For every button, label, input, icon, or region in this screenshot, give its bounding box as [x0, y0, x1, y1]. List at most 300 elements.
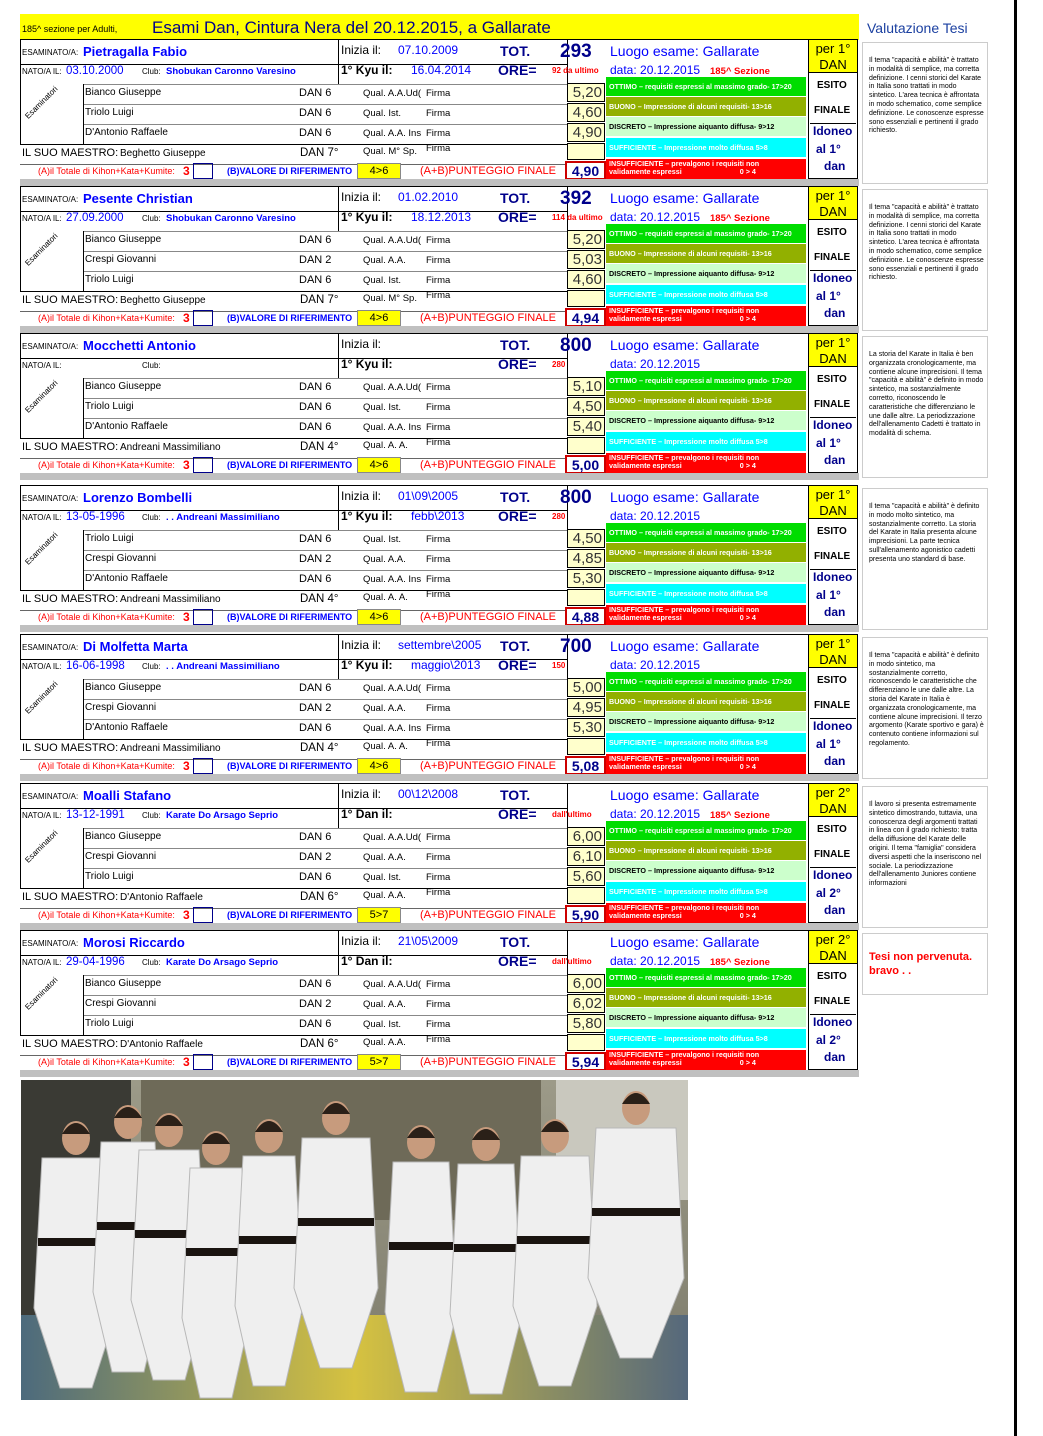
result-3: dan: [824, 605, 846, 619]
exam-card: [20, 783, 859, 930]
firma-label: Firma: [426, 402, 451, 413]
maestro-qual: Qual. M° Sp.: [363, 146, 417, 157]
examiner-dan: DAN 6: [299, 421, 332, 433]
result-3: dan: [824, 306, 846, 320]
result-2: al 1°: [816, 737, 841, 751]
dan-level: per 1°: [815, 636, 851, 651]
examiner-dan: DAN 6: [299, 87, 332, 99]
examiner-dan: DAN 2: [299, 851, 332, 863]
inizia-label: Inizia il:: [341, 337, 382, 351]
eval-sufficiente: SUFFICIENTE – Impressione molto diffusa 5>8: [606, 584, 806, 603]
ab-label: (A+B)PUNTEGGIO FINALE: [420, 760, 556, 772]
a-box: [193, 1054, 213, 1070]
ore-label: ORE=: [498, 657, 537, 673]
ore-label: ORE=: [498, 209, 537, 225]
firma-label: Firma: [426, 235, 451, 246]
firma-label: Firma: [426, 979, 451, 990]
tot-note: 150: [552, 661, 566, 670]
examiner-score: 5,10: [567, 377, 605, 396]
kyu-date: 16.04.2014: [411, 63, 472, 77]
kyu-label: 1° Kyu il:: [341, 658, 393, 672]
examiner-qual: Qual. A.A. Ins: [363, 422, 422, 433]
dan-level: per 2°: [815, 932, 851, 947]
group-photo: [21, 1080, 688, 1400]
eval-buono: BUONO – Impressione di alcuni requisiti- 13>16: [606, 97, 806, 116]
card-top-line: [20, 186, 808, 187]
row-line: [83, 418, 567, 419]
col-line: [338, 39, 339, 84]
eval-insuf-2: [609, 462, 806, 470]
col-line: [20, 186, 21, 291]
examiner-score: 5,20: [567, 230, 605, 249]
maestro-label: IL SUO MAESTRO:: [22, 294, 119, 306]
esito-label: ESITO: [817, 227, 847, 238]
examinee-label: ESAMINATO/A:: [22, 195, 79, 204]
result-1: Idoneo: [813, 719, 853, 733]
examiner-dan: DAN 6: [299, 274, 332, 286]
examiner-qual: Qual. A.A. Ins: [363, 723, 422, 734]
finale-label: FINALE: [814, 252, 851, 263]
eval-insuf-3: 0 > 4: [739, 314, 756, 323]
tot-note: 92 da ultimo: [552, 66, 599, 75]
examiner-score: 5,60: [567, 867, 605, 886]
karateka: [235, 1119, 303, 1386]
thesis-note: Il tema "capacità e abilità" è trattato in modalità di semplice, ma corretta definizione. I cenni storici del Karate in Italia sono trattati in modo sintetico. L'area tecnica è affrontata in modo schematico, come semplice definizione. Le conoscenze espresse sono essenziali e pertinenti il grado richiesto.: [862, 42, 988, 184]
examiner-qual: Qual. A.A.Ud(: [363, 979, 422, 990]
eval-insuf-2a: validamente espressi: [609, 1058, 682, 1067]
birth-date: 03.10.2000: [66, 65, 124, 77]
card-separator: [20, 179, 859, 186]
esito-label: ESITO: [817, 824, 847, 835]
card-separator: [20, 625, 859, 632]
row-line: [83, 398, 567, 399]
ab-label: (A+B)PUNTEGGIO FINALE: [420, 165, 556, 177]
eval-insuf-2: [609, 614, 806, 622]
firma-label: Firma: [426, 554, 451, 565]
thesis-note: Tesi non pervenuta. bravo . .: [862, 933, 988, 995]
examiner-dan: DAN 6: [299, 722, 332, 734]
examiner-name: Bianco Giuseppe: [85, 87, 162, 98]
eval-discreto: DISCRETO – Impressione aiquanto diffusa- 9>12: [606, 264, 806, 283]
club-label: Club:: [142, 361, 161, 370]
row-line: [83, 868, 567, 869]
examinee-name: Morosi Riccardo: [83, 935, 185, 950]
a-value: 3: [183, 1055, 190, 1069]
maestro-qual: Qual. A. A.: [363, 741, 408, 752]
eval-insufficiente: [606, 453, 806, 474]
a-box: [193, 907, 213, 923]
examiner-score: 4,50: [567, 529, 605, 548]
tot-label: TOT.: [500, 638, 531, 654]
examiner-dan: DAN 6: [299, 1018, 332, 1030]
row-line: [20, 291, 567, 292]
examiner-dan: DAN 6: [299, 831, 332, 843]
maestro-score-box: [567, 887, 605, 904]
card-separator: [20, 774, 859, 781]
examiner-dan: DAN 6: [299, 401, 332, 413]
examiner-qual: Qual. Ist.: [363, 872, 402, 883]
card-top-line: [20, 333, 808, 334]
inizia-label: Inizia il:: [341, 190, 382, 204]
examiner-score: 6,02: [567, 994, 605, 1013]
examiner-name: Bianco Giuseppe: [85, 234, 162, 245]
sezione-label: 185^ Sezione: [710, 66, 770, 77]
exam-place: Luogo esame: Gallarate: [610, 190, 760, 206]
maestro-dan: DAN 7°: [300, 294, 339, 306]
tot-label: TOT.: [500, 934, 531, 950]
esito-label: ESITO: [817, 80, 847, 91]
eval-buono: BUONO – Impressione di alcuni requisiti- 13>16: [606, 543, 806, 562]
a-value: 3: [183, 311, 190, 325]
exam-date: data: 20.12.2015: [610, 210, 701, 224]
eval-insuf-1: INSUFFICIENTE – prevalgono i requisiti non: [609, 306, 760, 315]
inizia-date: 00\12\2008: [398, 787, 459, 801]
examiner-score: 5,40: [567, 417, 605, 436]
b-label: (B)VALORE DI RIFERIMENTO: [227, 460, 353, 470]
eval-insufficiente: [606, 605, 806, 626]
eval-insufficiente: [606, 159, 806, 180]
b-label: (B)VALORE DI RIFERIMENTO: [227, 313, 353, 323]
exam-place: Luogo esame: Gallarate: [610, 337, 760, 353]
card-separator: [20, 473, 859, 480]
inizia-date: 01\09\2005: [398, 489, 459, 503]
a-box: [193, 609, 213, 625]
firma-label: Firma: [426, 574, 451, 585]
col-line: [20, 485, 21, 590]
examiner-score: 5,80: [567, 1014, 605, 1033]
club-name: . . Andreani Massimiliano: [166, 661, 280, 672]
a-box: [193, 163, 213, 179]
born-label: NATO/A IL:: [22, 811, 62, 820]
row-line: [83, 975, 567, 976]
examinee-label: ESAMINATO/A:: [22, 494, 79, 503]
eval-ottimo: OTTIMO – requisiti espressi al massimo grado- 17>20: [606, 968, 806, 987]
esaminatori-label: Esaminatori: [23, 975, 60, 1012]
col-line: [338, 783, 339, 828]
examiner-qual: Qual. A.A.Ud(: [363, 235, 422, 246]
row-line: [20, 358, 567, 359]
dan-level-box: [808, 634, 858, 668]
thesis-note: Il tema "capacità e abilità" è trattato in modalità di semplice, ma corretta definizione. I cenni storici del Karate in Italia sono trattati in modo sintetico. L'area tecnica è affrontata in modo schematico, come semplice definizione. Le conoscenze espresse sono essenziali e pertinenti il grado richiesto.: [862, 189, 988, 331]
examiner-qual: Qual. A.A.Ud(: [363, 382, 422, 393]
col-line: [338, 485, 339, 530]
inizia-date: settembre\2005: [398, 638, 482, 652]
firma-label: Firma: [426, 738, 451, 749]
club-name: Shobukan Caronno Varesino: [166, 213, 296, 224]
kyu-label: 1° Kyu il:: [341, 509, 393, 523]
examiner-qual: Qual. A.A. Ins: [363, 574, 422, 585]
row-line: [83, 848, 567, 849]
firma-label: Firma: [426, 887, 451, 898]
examiner-dan: DAN 6: [299, 234, 332, 246]
born-label: NATO/A IL:: [22, 214, 62, 223]
exam-date: data: 20.12.2015: [610, 357, 701, 371]
maestro-qual: Qual. M° Sp.: [363, 293, 417, 304]
eval-ottimo: OTTIMO – requisiti espressi al massimo grado- 17>20: [606, 224, 806, 243]
eval-insuf-2: [609, 912, 806, 920]
exam-date: data: 20.12.2015: [610, 63, 701, 77]
card-top-line: [20, 634, 808, 635]
examinee-label: ESAMINATO/A:: [22, 939, 79, 948]
maestro-score-box: [567, 738, 605, 755]
esaminatori-label: Esaminatori: [23, 679, 60, 716]
examiner-qual: Qual. Ist.: [363, 1019, 402, 1030]
firma-label: Firma: [426, 703, 451, 714]
born-label: NATO/A IL:: [22, 67, 62, 76]
examiner-qual: Qual. A.A.Ud(: [363, 832, 422, 843]
a-box: [193, 457, 213, 473]
examiner-name: Triolo Luigi: [85, 871, 134, 882]
examiner-qual: Qual. A.A.: [363, 255, 406, 266]
eval-insuf-3: 0 > 4: [739, 461, 756, 470]
a-label: (A)il Totale di Kihon+Kata+Kumite:: [38, 166, 175, 176]
final-score: 5,90: [565, 905, 606, 924]
firma-label: Firma: [426, 832, 451, 843]
maestro-label: IL SUO MAESTRO:: [22, 441, 119, 453]
examiner-name: D'Antonio Raffaele: [85, 127, 168, 138]
maestro-name: Beghetto Giuseppe: [120, 295, 206, 306]
finale-label: FINALE: [814, 996, 851, 1007]
maestro-dan: DAN 6°: [300, 1038, 339, 1050]
firma-label: Firma: [426, 128, 451, 139]
karateka: [450, 1127, 522, 1394]
examiner-qual: Qual. Ist.: [363, 108, 402, 119]
examiner-qual: Qual. A.A.Ud(: [363, 88, 422, 99]
valutazione-tesi-title: Valutazione Tesi: [867, 20, 968, 36]
birth-date: 13-05-1996: [66, 511, 125, 523]
maestro-score-box: [567, 143, 605, 160]
sezione-label: 185^ Sezione: [710, 213, 770, 224]
exam-card: [20, 485, 859, 632]
maestro-score-box: [567, 1034, 605, 1051]
eval-buono: BUONO – Impressione di alcuni requisiti- 13>16: [606, 244, 806, 263]
examiner-dan: DAN 6: [299, 533, 332, 545]
club-label: Club:: [142, 513, 161, 522]
firma-label: Firma: [426, 422, 451, 433]
examiner-score: 4,85: [567, 549, 605, 568]
col-line: [83, 828, 84, 888]
eval-insuf-1: INSUFFICIENTE – prevalgono i requisiti non: [609, 453, 760, 462]
examiner-name: Bianco Giuseppe: [85, 831, 162, 842]
eval-buono: BUONO – Impressione di alcuni requisiti- 13>16: [606, 841, 806, 860]
eval-ottimo: OTTIMO – requisiti espressi al massimo grado- 17>20: [606, 672, 806, 691]
examiner-name: Crespi Giovanni: [85, 851, 157, 862]
col-line: [567, 783, 568, 828]
examinee-name: Lorenzo Bombelli: [83, 490, 193, 505]
firma-label: Firma: [426, 589, 451, 600]
examiner-score: 4,60: [567, 103, 605, 122]
exam-card: [20, 634, 859, 781]
reference-value: 4>6: [357, 758, 401, 774]
dan-level-box: [808, 186, 858, 220]
maestro-name: Andreani Massimiliano: [120, 442, 221, 453]
examiner-name: Crespi Giovanni: [85, 998, 157, 1009]
maestro-label: IL SUO MAESTRO:: [22, 742, 119, 754]
examiner-dan: DAN 6: [299, 978, 332, 990]
reference-value: 5>7: [357, 907, 401, 923]
dan-word: DAN: [819, 57, 847, 72]
firma-label: Firma: [426, 1019, 451, 1030]
dan-level: per 1°: [815, 487, 851, 502]
final-score: 4,88: [565, 607, 606, 626]
ab-label: (A+B)PUNTEGGIO FINALE: [420, 611, 556, 623]
eval-ottimo: OTTIMO – requisiti espressi al massimo grado- 17>20: [606, 77, 806, 96]
col-line: [20, 634, 21, 739]
dan-word: DAN: [819, 503, 847, 518]
ore-label: ORE=: [498, 806, 537, 822]
examiner-score: 6,00: [567, 827, 605, 846]
row-line: [83, 378, 567, 379]
eval-insuf-1: INSUFFICIENTE – prevalgono i requisiti non: [609, 605, 760, 614]
maestro-name: Andreani Massimiliano: [120, 743, 221, 754]
examiner-dan: DAN 2: [299, 254, 332, 266]
examinee-label: ESAMINATO/A:: [22, 643, 79, 652]
eval-discreto: DISCRETO – Impressione aiquanto diffusa- 9>12: [606, 861, 806, 880]
result-2: al 2°: [816, 1033, 841, 1047]
eval-sufficiente: SUFFICIENTE – Impressione molto diffusa 5>8: [606, 882, 806, 901]
reference-value: 5>7: [357, 1054, 401, 1070]
eval-insuf-1: INSUFFICIENTE – prevalgono i requisiti non: [609, 159, 760, 168]
examiner-dan: DAN 6: [299, 682, 332, 694]
examinee-name: Pesente Christian: [83, 191, 193, 206]
exam-place: Luogo esame: Gallarate: [610, 638, 760, 654]
exam-title: Esami Dan, Cintura Nera del 20.12.2015, a Gallarate: [152, 18, 551, 37]
exam-date: data: 20.12.2015: [610, 658, 701, 672]
col-line: [567, 930, 568, 975]
examiner-score: 4,60: [567, 270, 605, 289]
examiner-score: 6,10: [567, 847, 605, 866]
examiner-name: Crespi Giovanni: [85, 702, 157, 713]
eval-sufficiente: SUFFICIENTE – Impressione molto diffusa 5>8: [606, 138, 806, 157]
eval-buono: BUONO – Impressione di alcuni requisiti- 13>16: [606, 692, 806, 711]
eval-insufficiente: [606, 1050, 806, 1071]
examiner-name: Triolo Luigi: [85, 1018, 134, 1029]
inizia-date: 01.02.2010: [398, 190, 459, 204]
club-name: Shobukan Caronno Varesino: [166, 66, 296, 77]
examiner-dan: DAN 6: [299, 107, 332, 119]
examiner-name: Crespi Giovanni: [85, 254, 157, 265]
maestro-dan: DAN 4°: [300, 742, 339, 754]
examiner-qual: Qual. A.A.: [363, 852, 406, 863]
exam-place: Luogo esame: Gallarate: [610, 489, 760, 505]
firma-label: Firma: [426, 88, 451, 99]
row-line: [20, 438, 567, 439]
dan-level-box: [808, 485, 858, 519]
eval-insuf-1: INSUFFICIENTE – prevalgono i requisiti non: [609, 903, 760, 912]
eval-insufficiente: [606, 754, 806, 775]
col-line: [338, 186, 339, 231]
exam-date: data: 20.12.2015: [610, 954, 701, 968]
maestro-name: Andreani Massimiliano: [120, 594, 221, 605]
examinee-name: Di Molfetta Marta: [83, 639, 188, 654]
eval-sufficiente: SUFFICIENTE – Impressione molto diffusa 5>8: [606, 733, 806, 752]
eval-insuf-2a: validamente espressi: [609, 461, 682, 470]
thesis-note: Il tema "capacità e abilità" è definito in modo molto sintetico, ma sostanzialmente corretto. La storia del Karate in Italia presenta alcune imprecisioni. La parte tecnica sull'allenamento agonistico cadetti presenta uno standard di base.: [862, 488, 988, 630]
eval-discreto: DISCRETO – Impressione aiquanto diffusa- 9>12: [606, 712, 806, 731]
header-banner: [20, 14, 859, 40]
examiner-name: Crespi Giovanni: [85, 553, 157, 564]
reference-value: 4>6: [357, 609, 401, 625]
dan-word: DAN: [819, 351, 847, 366]
examiner-qual: Qual. Ist.: [363, 402, 402, 413]
exam-card: [20, 186, 859, 333]
result-2: al 1°: [816, 289, 841, 303]
karateka: [385, 1125, 457, 1392]
exam-place: Luogo esame: Gallarate: [610, 787, 760, 803]
maestro-label: IL SUO MAESTRO:: [22, 147, 119, 159]
col-line: [83, 378, 84, 438]
b-label: (B)VALORE DI RIFERIMENTO: [227, 612, 353, 622]
maestro-score-box: [567, 589, 605, 606]
thesis-note: Il lavoro si presenta estremamente sintetico dimostrando, tuttavia, una conoscenza degli argomenti trattati in linea con il grado richiesto: tratta della diffusione del Karate delle origini. Il tema "famiglia" considera diversi aspetti che la inseriscono nel sociale. La periodizzazione dell'allenamento Juniores contiene informazioni: [862, 786, 988, 928]
eval-insufficiente: [606, 306, 806, 327]
examiner-name: Bianco Giuseppe: [85, 381, 162, 392]
a-value: 3: [183, 610, 190, 624]
ore-label: ORE=: [498, 62, 537, 78]
row-line: [83, 271, 567, 272]
examiner-score: 5,30: [567, 718, 605, 737]
kyu-date: 18.12.2013: [411, 210, 472, 224]
eval-insuf-3: 0 > 4: [739, 613, 756, 622]
tot-value: 700: [560, 636, 592, 657]
tot-note: 280: [552, 360, 566, 369]
eval-insuf-2a: validamente espressi: [609, 613, 682, 622]
ab-label: (A+B)PUNTEGGIO FINALE: [420, 909, 556, 921]
esaminatori-label: Esaminatori: [23, 530, 60, 567]
tot-value: 392: [560, 188, 592, 209]
club-label: Club:: [142, 67, 161, 76]
row-line: [83, 995, 567, 996]
esito-label: ESITO: [817, 526, 847, 537]
tot-label: TOT.: [500, 787, 531, 803]
kyu-label: 1° Dan il:: [341, 954, 393, 968]
maestro-dan: DAN 4°: [300, 593, 339, 605]
examiner-dan: DAN 2: [299, 998, 332, 1010]
examiner-qual: Qual. A.A.: [363, 703, 406, 714]
kyu-date: febb\2013: [411, 509, 465, 523]
col-line: [83, 231, 84, 291]
firma-label: Firma: [426, 723, 451, 734]
result-2: al 2°: [816, 886, 841, 900]
col-line: [83, 530, 84, 590]
final-score: 5,08: [565, 756, 606, 775]
sezione-label: 185^ Sezione: [710, 957, 770, 968]
a-label: (A)il Totale di Kihon+Kata+Kumite:: [38, 761, 175, 771]
inizia-label: Inizia il:: [341, 489, 382, 503]
eval-insuf-3: 0 > 4: [739, 167, 756, 176]
club-name: . . Andreani Massimiliano: [166, 512, 280, 523]
dan-level-box: [808, 783, 858, 817]
examinee-name: Moalli Stafano: [83, 788, 172, 803]
inizia-label: Inizia il:: [341, 934, 382, 948]
examiner-score: 4,90: [567, 123, 605, 142]
examiner-name: Bianco Giuseppe: [85, 682, 162, 693]
col-line: [20, 39, 21, 144]
row-line: [20, 739, 567, 740]
eval-discreto: DISCRETO – Impressione aiquanto diffusa- 9>12: [606, 117, 806, 136]
exam-card: [20, 333, 859, 480]
final-score: 5,00: [565, 455, 606, 474]
a-value: 3: [183, 908, 190, 922]
a-label: (A)il Totale di Kihon+Kata+Kumite:: [38, 910, 175, 920]
finale-label: FINALE: [814, 399, 851, 410]
eval-insuf-1: INSUFFICIENTE – prevalgono i requisiti non: [609, 1050, 760, 1059]
born-label: NATO/A IL:: [22, 513, 62, 522]
examiner-qual: Qual. A.A.Ud(: [363, 683, 422, 694]
examinee-label: ESAMINATO/A:: [22, 342, 79, 351]
result-3: dan: [824, 1050, 846, 1064]
examiner-score: 4,50: [567, 397, 605, 416]
